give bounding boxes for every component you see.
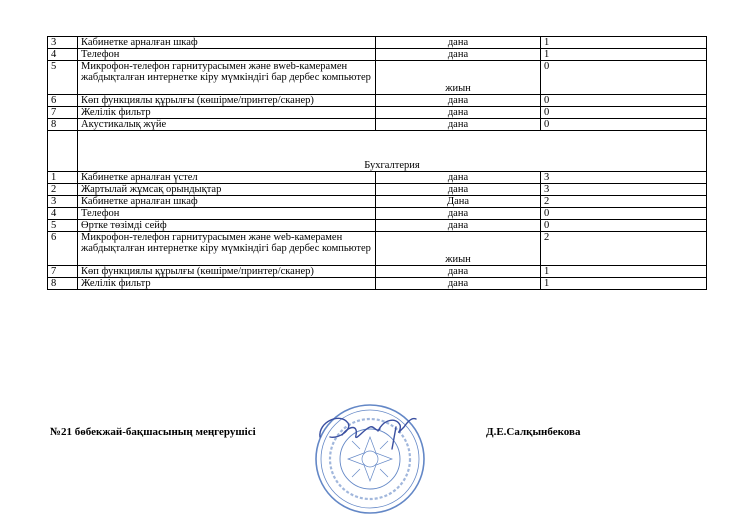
table-row	[48, 37, 707, 49]
table-row	[48, 208, 707, 220]
item-unit: дана	[376, 119, 541, 131]
section-row	[48, 131, 707, 172]
item-quantity: 0	[541, 61, 707, 95]
row-number: 6	[48, 95, 78, 107]
table-row	[48, 119, 707, 131]
item-name: Кабинетке арналған шкаф	[78, 196, 376, 208]
item-unit: дана	[376, 266, 541, 278]
table-row	[48, 61, 707, 95]
table-row	[48, 266, 707, 278]
row-number: 8	[48, 278, 78, 290]
item-quantity: 1	[541, 278, 707, 290]
row-number: 6	[48, 232, 78, 266]
item-unit: Дана	[376, 196, 541, 208]
row-number: 8	[48, 119, 78, 131]
table-row	[48, 49, 707, 61]
item-quantity: 1	[541, 49, 707, 61]
row-number: 4	[48, 208, 78, 220]
inventory-table	[47, 36, 707, 290]
item-quantity: 1	[541, 266, 707, 278]
section-spacer	[48, 131, 78, 172]
item-unit: дана	[376, 37, 541, 49]
item-unit: дана	[376, 95, 541, 107]
item-name: Желілік фильтр	[78, 278, 376, 290]
official-seal	[300, 397, 430, 517]
item-unit: дана	[376, 208, 541, 220]
row-number: 5	[48, 220, 78, 232]
item-unit: дана	[376, 107, 541, 119]
row-number: 5	[48, 61, 78, 95]
item-name: Акустикалық жүйе	[78, 119, 376, 131]
item-unit: дана	[376, 184, 541, 196]
item-name: Көп функциялы құрылғы (көшірме/принтер/сканер)	[78, 266, 376, 278]
item-quantity: 0	[541, 119, 707, 131]
table-row	[48, 220, 707, 232]
table-row	[48, 184, 707, 196]
item-quantity: 3	[541, 184, 707, 196]
section-title: Бухгалтерия	[78, 131, 707, 172]
item-name: Кабинетке арналған шкаф	[78, 37, 376, 49]
item-name: Желілік фильтр	[78, 107, 376, 119]
item-quantity: 0	[541, 220, 707, 232]
table-row	[48, 95, 707, 107]
signature-mark	[320, 418, 416, 449]
signatory-name: Д.Е.Салқынбекова	[486, 426, 581, 438]
table-row	[48, 172, 707, 184]
table-row	[48, 107, 707, 119]
item-unit: жиын	[376, 232, 541, 266]
item-name: Көп функциялы құрылғы (көшірме/принтер/сканер)	[78, 95, 376, 107]
row-number: 2	[48, 184, 78, 196]
item-quantity: 0	[541, 95, 707, 107]
item-quantity: 2	[541, 232, 707, 266]
item-quantity: 2	[541, 196, 707, 208]
row-number: 7	[48, 107, 78, 119]
row-number: 7	[48, 266, 78, 278]
item-unit: дана	[376, 220, 541, 232]
row-number: 3	[48, 37, 78, 49]
item-name: Микрофон-телефон гарнитурасымен және web-камерамен жабдықталған интернетке кіру мүмкіндігі бар дербес компьютер	[78, 232, 376, 266]
item-unit: дана	[376, 278, 541, 290]
table-row	[48, 196, 707, 208]
item-quantity: 3	[541, 172, 707, 184]
row-number: 4	[48, 49, 78, 61]
item-quantity: 0	[541, 107, 707, 119]
item-name: Өртке төзімді сейф	[78, 220, 376, 232]
item-unit: дана	[376, 172, 541, 184]
item-quantity: 0	[541, 208, 707, 220]
item-name: Телефон	[78, 208, 376, 220]
item-name: Телефон	[78, 49, 376, 61]
item-name: Микрофон-телефон гарнитурасымен және вweb-камерамен жабдықталған интернетке кіру мүмкіндігі бар дербес компьютер	[78, 61, 376, 95]
item-unit: жиын	[376, 61, 541, 95]
table-row	[48, 278, 707, 290]
signatory-position: №21 бөбекжай-бақшасының меңгерушісі	[50, 426, 256, 438]
item-name: Жартылай жұмсақ орындықтар	[78, 184, 376, 196]
row-number: 1	[48, 172, 78, 184]
item-quantity: 1	[541, 37, 707, 49]
item-unit: дана	[376, 49, 541, 61]
item-name: Кабинетке арналған үстел	[78, 172, 376, 184]
table-row	[48, 232, 707, 266]
row-number: 3	[48, 196, 78, 208]
